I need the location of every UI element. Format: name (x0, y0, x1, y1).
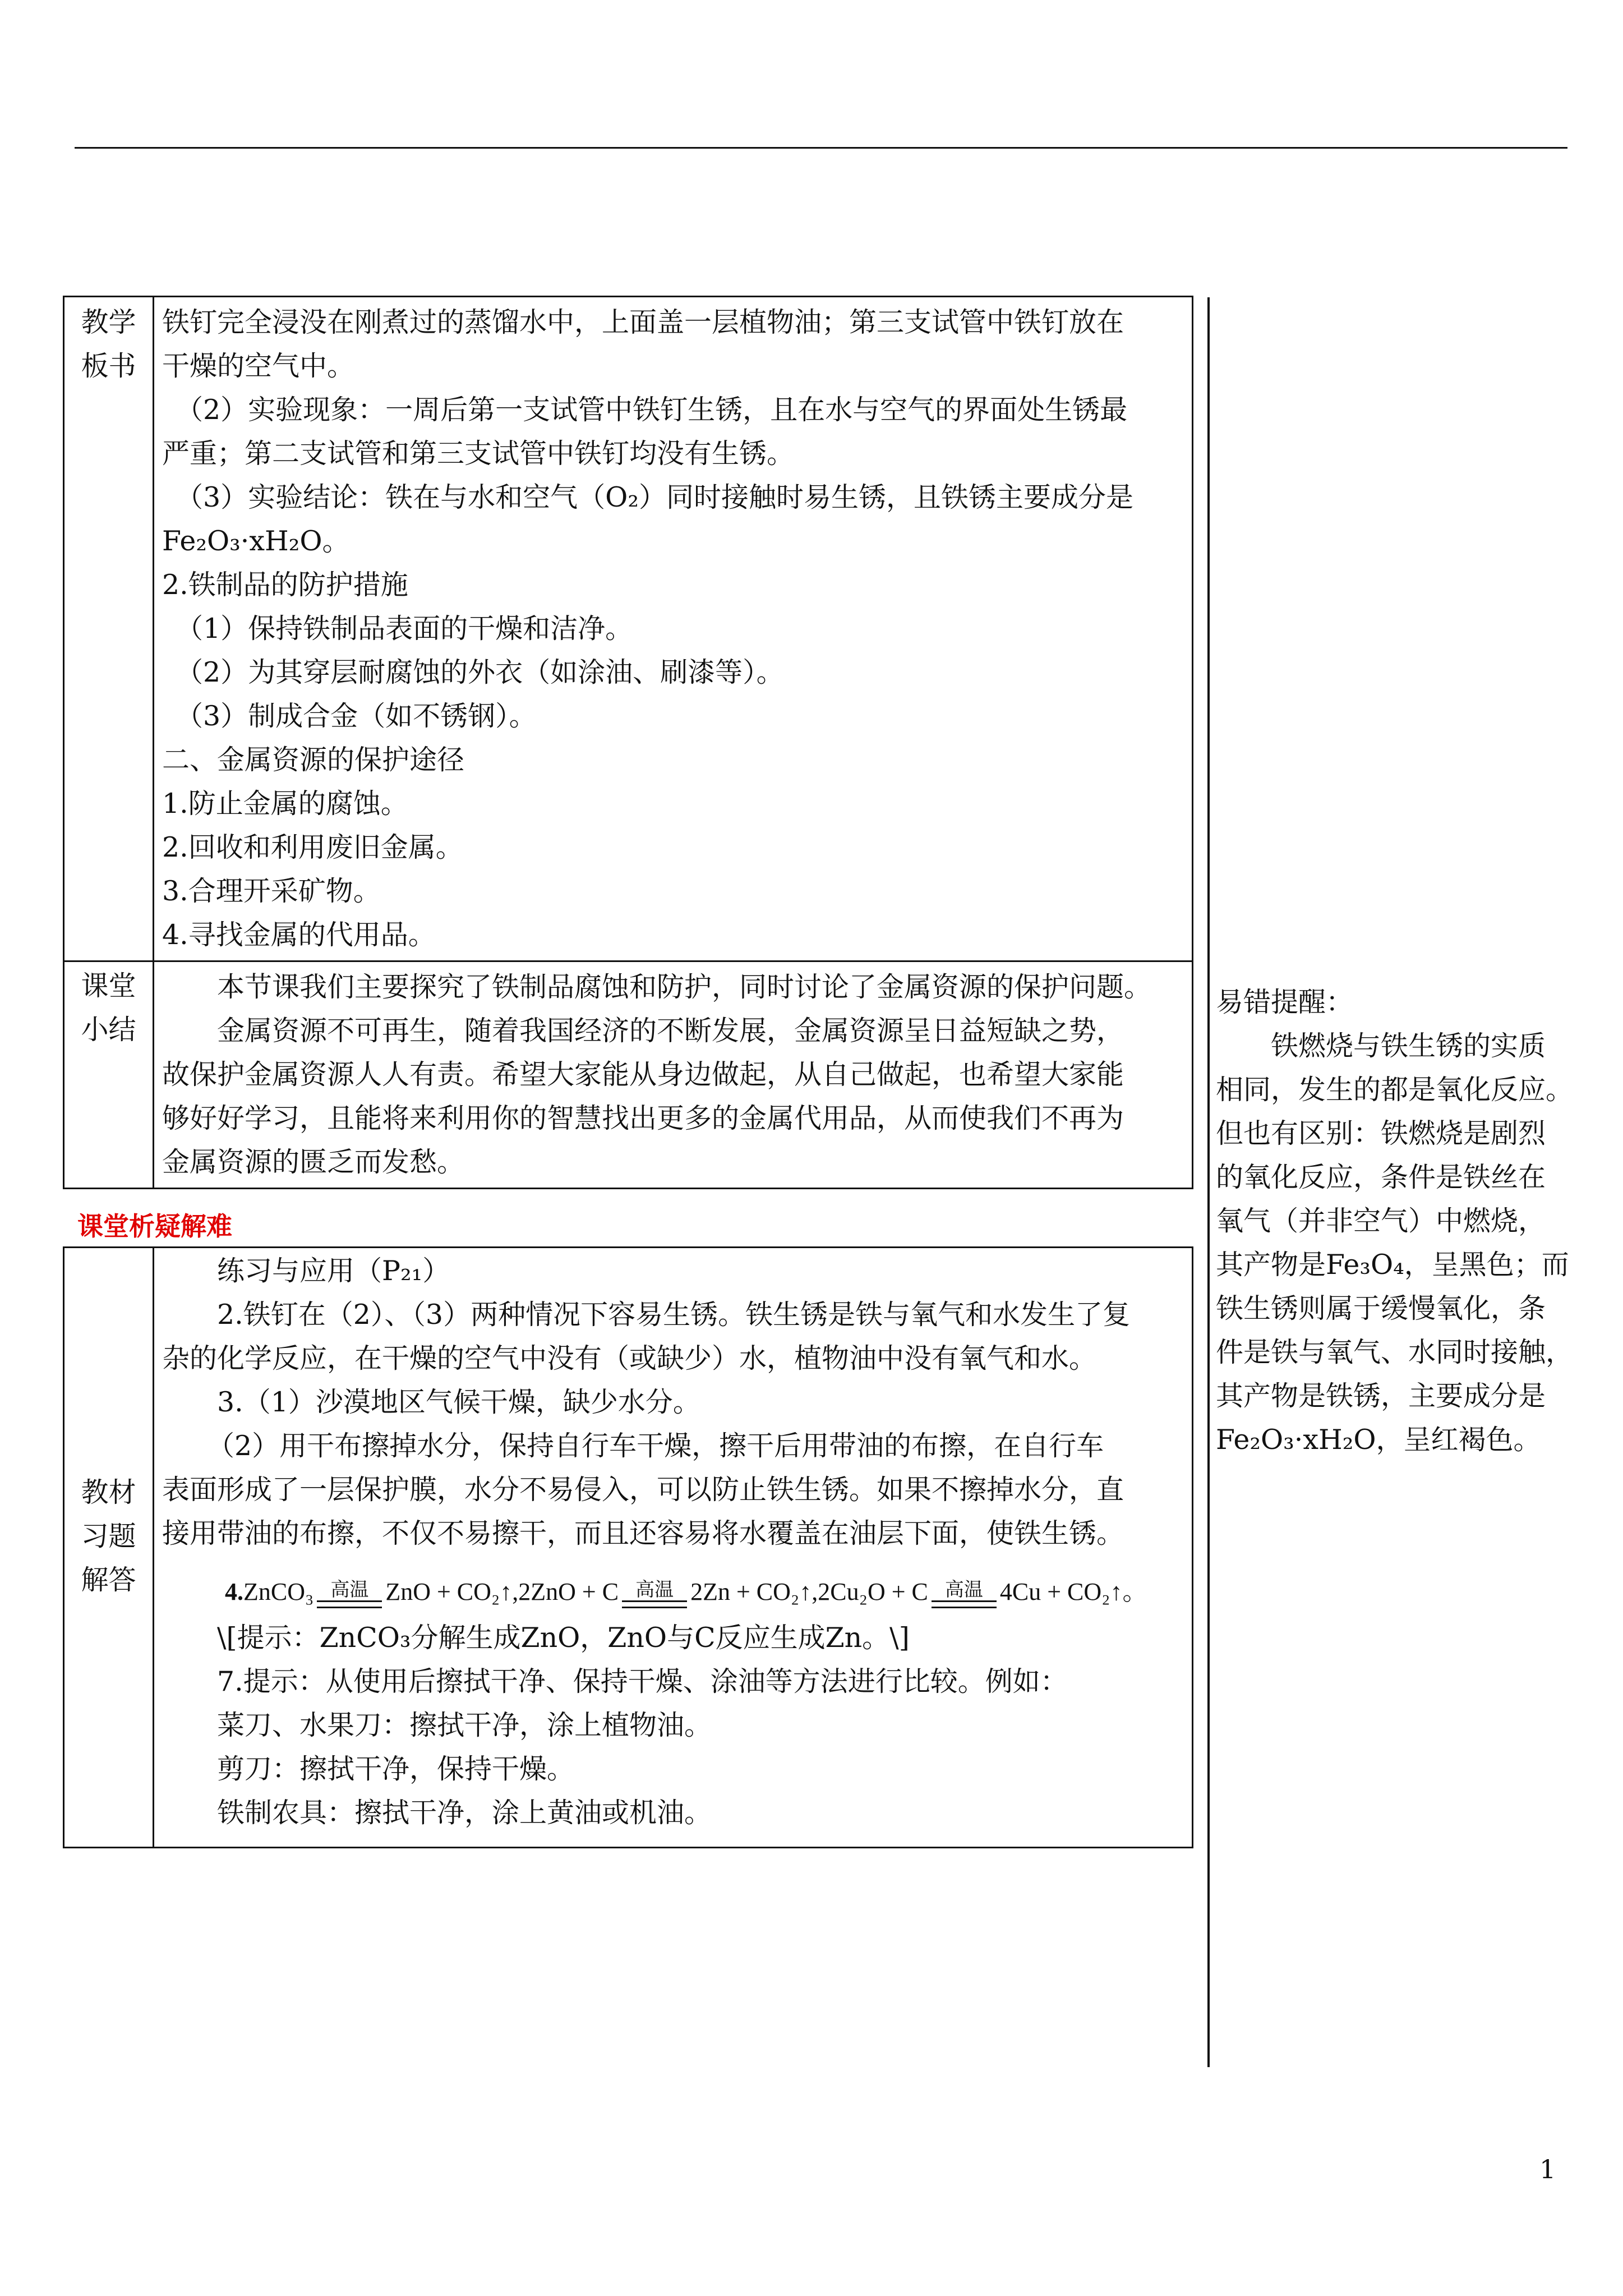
reaction-1-arrow (317, 1579, 382, 1616)
reaction-condition: 高温 (330, 1579, 369, 1601)
board-line: 严重；第二支试管和第三支试管中铁钉均没有生锈。 (162, 438, 795, 470)
equation-number: 4. (225, 1578, 243, 1605)
sidebar-note (1216, 981, 1574, 1462)
board-line: 1.防止金属的腐蚀。 (162, 788, 408, 820)
board-line: （1）保持铁制品表面的干燥和洁净。 (176, 613, 633, 645)
sidebar-title: 易错提醒： (1216, 986, 1354, 1018)
reaction-3-arrow (932, 1579, 997, 1616)
answers-label-line: 解答 (81, 1563, 136, 1596)
summary-line: 本节课我们主要探究了铁制品腐蚀和防护，同时讨论了金属资源的保护问题。 (217, 971, 1152, 1003)
answer-line: 3.（1）沙漠地区气候干燥，缺少水分。 (217, 1386, 700, 1418)
board-line: （3）制成合金（如不锈钢）。 (176, 700, 537, 732)
answer-line: 菜刀、水果刀：擦拭干净，涂上植物油。 (217, 1709, 712, 1741)
reaction-2-right: 2Zn + CO₂↑, (690, 1578, 818, 1605)
answers-content-cell (154, 1248, 1193, 1848)
summary-label-line: 小结 (81, 1014, 136, 1046)
reaction-condition: 高温 (944, 1579, 983, 1601)
answer-line: 杂的化学反应，在干燥的空气中没有（或缺少）水，植物油中没有氧气和水。 (162, 1342, 1097, 1374)
sidebar-line: 但也有区别：铁燃烧是剧烈 (1216, 1117, 1546, 1149)
equals-sign (932, 1600, 997, 1608)
answer-line: （2）用干布擦掉水分，保持自行车干燥，擦干后用带油的布擦，在自行车 (207, 1430, 1104, 1462)
board-line: 二、金属资源的保护途径 (162, 744, 465, 776)
section-title: 课堂析疑解难 (77, 1211, 232, 1241)
reaction-3-left: 2Cu₂O + C (818, 1578, 928, 1605)
sidebar-line: 相同，发生的都是氧化反应。 (1216, 1074, 1574, 1106)
header-rule (75, 147, 1567, 149)
board-line: （3）实验结论：铁在与水和空气（O₂）同时接触时易生锈，且铁锈主要成分是 (176, 481, 1133, 513)
reaction-condition: 高温 (635, 1579, 674, 1601)
summary-line: 够好好学习，且能将来利用你的智慧找出更多的金属代用品，从而使我们不再为 (162, 1102, 1124, 1134)
equals-sign (622, 1600, 687, 1608)
board-line: Fe₂O₃·xH₂O。 (162, 525, 350, 557)
reaction-3-right: 4Cu + CO₂↑。 (999, 1578, 1147, 1605)
answer-line: 表面形成了一层保护膜，水分不易侵入，可以防止铁生锈。如果不擦掉水分，直 (162, 1474, 1124, 1506)
lesson-table (63, 296, 1193, 1189)
answer-line: 7.提示：从使用后擦拭干净、保持干燥、涂油等方法进行比较。例如： (217, 1665, 1068, 1697)
sidebar-line: Fe₂O₃·xH₂O，呈红褐色。 (1216, 1424, 1541, 1456)
answer-line: 剪刀：擦拭干净，保持干燥。 (217, 1753, 575, 1785)
reaction-1-left: ZnCO₃ (243, 1578, 314, 1605)
reaction-2-arrow (622, 1579, 687, 1616)
summary-line: 金属资源的匮乏而发愁。 (162, 1146, 465, 1178)
board-line: 2.回收和利用废旧金属。 (162, 831, 463, 863)
reaction-1-right: ZnO + CO₂↑, (385, 1578, 519, 1605)
answer-line: 练习与应用（P₂₁） (217, 1255, 450, 1287)
answer-line: \[提示：ZnCO₃分解生成ZnO，ZnO与C反应生成Zn。\] (217, 1622, 910, 1654)
equals-sign (317, 1600, 382, 1608)
sidebar-line: 其产物是铁锈，主要成分是 (1216, 1380, 1546, 1412)
sidebar-line: 铁生锈则属于缓慢氧化，条 (1216, 1292, 1546, 1324)
chemical-equations (162, 1556, 1182, 1616)
sidebar-line: 其产物是Fe₃O₄，呈黑色；而 (1216, 1249, 1569, 1281)
board-line: 2.铁制品的防护措施 (162, 569, 408, 601)
board-line: 4.寻找金属的代用品。 (162, 919, 436, 951)
reaction-2-left: 2ZnO + C (518, 1578, 619, 1605)
board-label-line: 板书 (81, 350, 136, 382)
answers-table (63, 1246, 1193, 1848)
answer-line: 2.铁钉在（2）、（3）两种情况下容易生锈。铁生锈是铁与氧气和水发生了复 (217, 1299, 1131, 1331)
summary-label-line: 课堂 (81, 970, 136, 1002)
board-line: 铁钉完全浸没在刚煮过的蒸馏水中，上面盖一层植物油；第三支试管中铁钉放在 (162, 306, 1124, 338)
margin-divider (1207, 297, 1210, 2067)
summary-line: 金属资源不可再生，随着我国经济的不断发展，金属资源呈日益短缺之势， (217, 1015, 1124, 1047)
board-content-cell (154, 297, 1193, 961)
board-line: 干燥的空气中。 (162, 350, 355, 382)
summary-line: 故保护金属资源人人有责。希望大家能从身边做起，从自己做起，也希望大家能 (162, 1059, 1124, 1091)
answers-label-line: 教材 (81, 1476, 136, 1508)
board-line: （2）实验现象：一周后第一支试管中铁钉生锈，且在水与空气的界面处生锈最 (176, 394, 1128, 426)
answer-line: 铁制农具：擦拭干净，涂上黄油或机油。 (217, 1797, 712, 1829)
answer-line: 接用带油的布擦，不仅不易擦干，而且还容易将水覆盖在油层下面，使铁生锈。 (162, 1517, 1124, 1549)
board-label-line: 教学 (81, 306, 136, 338)
sidebar-line: 氧气（并非空气）中燃烧， (1216, 1205, 1546, 1237)
answers-label-line: 习题 (81, 1520, 136, 1552)
sidebar-line: 的氧化反应，条件是铁丝在 (1216, 1161, 1546, 1193)
board-line: （2）为其穿层耐腐蚀的外衣（如涂油、刷漆等）。 (176, 656, 784, 688)
summary-label-cell (64, 961, 154, 1189)
sidebar-line: 铁燃烧与铁生锈的实质 (1271, 1030, 1546, 1062)
sidebar-line: 件是铁与氧气、水同时接触， (1216, 1336, 1574, 1368)
board-label-cell (64, 297, 154, 961)
summary-content-cell (154, 961, 1193, 1189)
page-number: 1 (1539, 2154, 1556, 2184)
answers-label-cell (64, 1248, 154, 1848)
board-line: 3.合理开采矿物。 (162, 875, 381, 907)
